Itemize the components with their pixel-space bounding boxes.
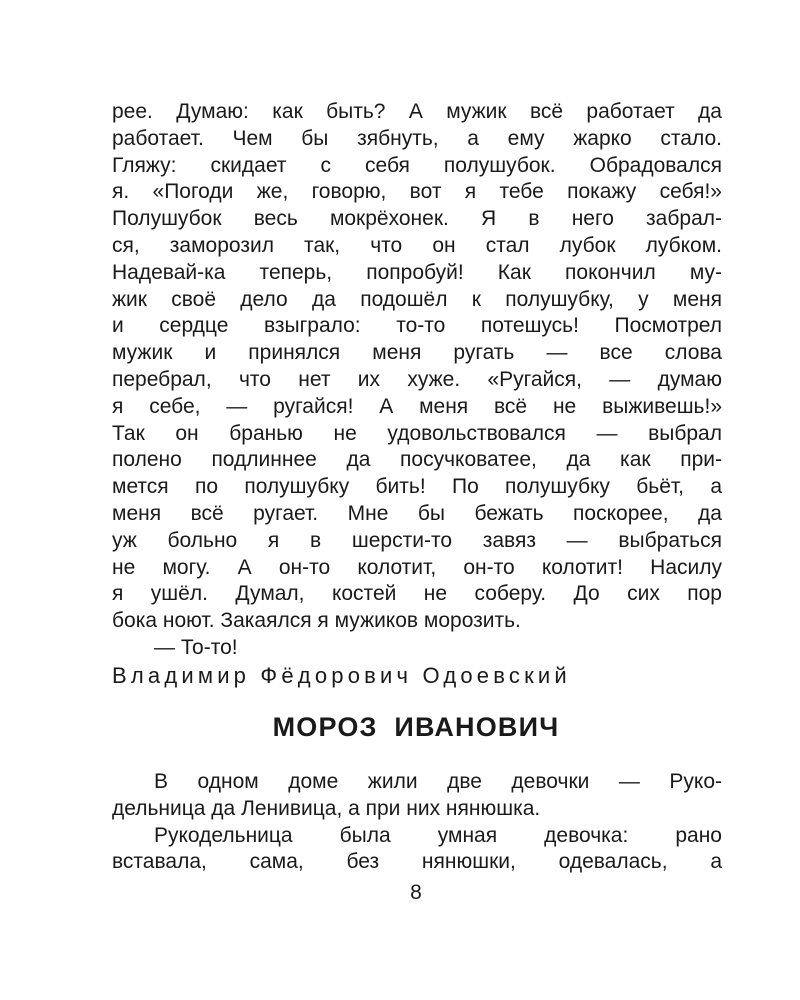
text-line: Рукодельница была умная девочка: рано [154, 823, 722, 847]
text-line: В одном доме жили две девочки — Руко- [154, 770, 722, 793]
page-number: 8 [410, 881, 422, 904]
text-line: Надевай-ка теперь, попробуй! Как покончил му- [112, 260, 722, 284]
text-line: работает. Чем бы зябнуть, а ему жарко стало. [112, 126, 722, 150]
text-line: дельница да Ленивица, а при них нянюшка. [112, 796, 541, 820]
text-line: Так он бранью не удовольствовался — выбрал [112, 421, 722, 445]
text-line: я ушёл. Думал, костей не соберу. До сих пор [112, 582, 722, 606]
text-line: я себе, — ругайся! А меня всё не выживешь!» [112, 394, 722, 418]
text-line: не могу. А он-то колотит, он-то колотит! Насилу [112, 555, 722, 579]
text-line: рее. Думаю: как быть? А мужик всё работает да [112, 100, 722, 123]
author-name: Владимир Фёдорович Одоевский [112, 663, 571, 688]
text-line: жик своё дело да подошёл к полушубку, у меня [112, 287, 722, 311]
text-line: мужик и принялся меня ругать — все слова [112, 341, 722, 365]
text-line: я. «Погоди же, говорю, вот я тебе покажу себя!» [112, 180, 722, 204]
text-line: Гляжу: скидает с себя полушубок. Обрадовался [112, 153, 722, 177]
text-line: уж больно я в шерсти-то завяз — выбраться [112, 528, 722, 552]
text-line: бока ноют. Закаялся я мужиков морозить. [112, 609, 521, 633]
text-line: мется по полушубку бить! По полушубку бьёт, а [112, 475, 722, 499]
text-line: полено подлиннее да посучковатее, да как при- [112, 448, 722, 472]
text-line: вставала, сама, без нянюшки, одевалась, а [112, 850, 722, 874]
text-line: и сердце взыграло: то-то потешусь! Посмотрел [112, 314, 722, 338]
text-line: Полушубок весь мокрёхонек. Я в него забрал- [112, 207, 722, 231]
dialogue-line: — То-то! [154, 635, 238, 659]
story-title: МОРОЗ ИВАНОВИЧ [272, 712, 560, 742]
text-line: перебрал, что нет их хуже. «Ругайся, — думаю [112, 367, 722, 391]
previous-story-ending [112, 99, 722, 662]
text-line: ся, заморозил так, что он стал лубок лубком. [112, 233, 722, 257]
new-story-beginning [112, 769, 722, 876]
text-line: меня всё ругает. Мне бы бежать поскорее, да [112, 501, 722, 525]
